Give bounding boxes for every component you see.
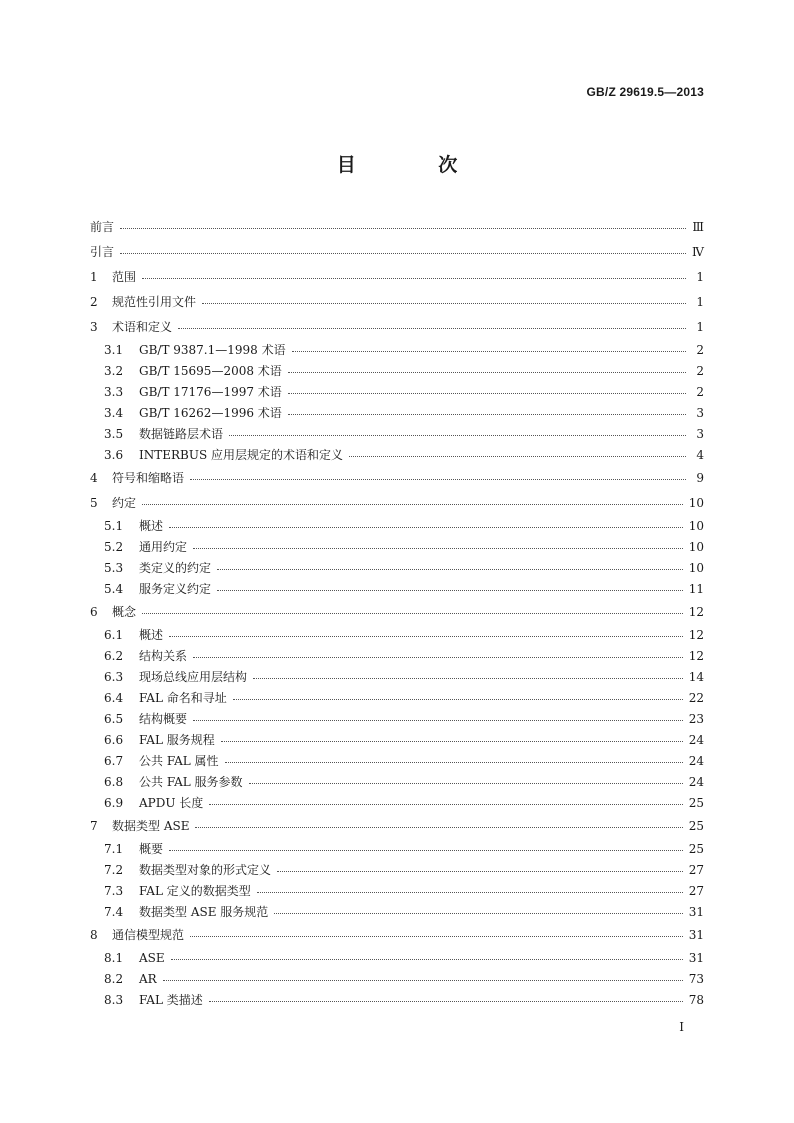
dot-leader [229, 435, 686, 436]
toc-entry-title: 引言 [90, 245, 115, 259]
toc-entry[interactable] [90, 515, 704, 536]
toc-entry[interactable] [90, 490, 704, 515]
toc-entry[interactable] [90, 289, 704, 314]
dot-leader [349, 456, 686, 457]
dot-leader [142, 278, 686, 279]
dot-leader [209, 1001, 683, 1002]
toc-entry-title: 通信模型规范 [112, 928, 185, 942]
toc-entry-title: 数据类型 ASE 服务规范 [139, 905, 269, 919]
dot-leader [209, 804, 682, 805]
toc-entry-title: 结构概要 [139, 712, 188, 726]
toc-entry[interactable] [90, 838, 704, 859]
toc-entry-page: 73 [688, 971, 704, 986]
toc-entry[interactable] [90, 239, 704, 264]
toc-entry-number: 5.2 [104, 539, 124, 554]
standard-number: GB/Z 29619.5—2013 [586, 85, 704, 99]
toc-entry-page: Ⅳ [692, 244, 704, 259]
dot-leader [169, 636, 683, 637]
toc-entry[interactable] [90, 666, 704, 687]
toc-entry-title: GB/T 17176—1997 术语 [139, 385, 282, 399]
toc-entry-number: 3.1 [104, 342, 124, 357]
toc-entry-number: 7 [90, 818, 98, 833]
toc-entry[interactable] [90, 423, 704, 444]
toc-entry-title: 现场总线应用层结构 [139, 670, 248, 684]
toc-entry-number: 7.3 [104, 883, 124, 898]
toc-entry[interactable] [90, 771, 704, 792]
toc-entry-page: 14 [688, 669, 704, 684]
toc-entry-number: 5.3 [104, 560, 124, 575]
toc-entry-title: AR [139, 971, 157, 986]
toc-entry-page: Ⅲ [692, 219, 704, 234]
toc-entry-title: 公共 FAL 属性 [139, 754, 219, 768]
toc-entry-page: 31 [688, 904, 704, 919]
toc-entry-number: 5.1 [104, 518, 124, 533]
toc-entry-page: 27 [688, 862, 704, 877]
toc-entry-number: 7.4 [104, 904, 124, 919]
toc-entry-page: 25 [688, 841, 704, 856]
toc-entry-title: 概述 [139, 519, 164, 533]
toc-entry[interactable] [90, 624, 704, 645]
toc-entry-number: 8.2 [104, 971, 124, 986]
toc-entry[interactable] [90, 402, 704, 423]
toc-entry-number: 6.6 [104, 732, 124, 747]
toc-entry[interactable] [90, 922, 704, 947]
dot-leader [193, 548, 683, 549]
toc-entry-page: 24 [688, 732, 704, 747]
toc-entry[interactable] [90, 729, 704, 750]
toc-entry-title: 数据类型对象的形式定义 [139, 863, 272, 877]
dot-leader [190, 479, 686, 480]
dot-leader [221, 741, 683, 742]
toc-entry[interactable] [90, 989, 704, 1010]
toc-entry-number: 8.3 [104, 992, 124, 1007]
toc-entry-number: 4 [90, 470, 98, 485]
dot-leader [274, 913, 682, 914]
dot-leader [142, 613, 683, 614]
toc-entry-title: GB/T 15695—2008 术语 [139, 364, 282, 378]
toc-entry[interactable] [90, 339, 704, 360]
toc-entry-number: 3.4 [104, 405, 124, 420]
toc-entry-page: 24 [688, 753, 704, 768]
toc-entry-title: APDU 长度 [139, 796, 204, 810]
toc-entry-page: 12 [688, 627, 704, 642]
toc-entry[interactable] [90, 750, 704, 771]
toc-entry-title: 结构关系 [139, 649, 188, 663]
dot-leader [202, 303, 686, 304]
toc-entry-title: FAL 定义的数据类型 [139, 884, 251, 898]
toc-entry-title: 数据链路层术语 [139, 427, 224, 441]
toc-entry-number: 7.2 [104, 862, 124, 877]
dot-leader [190, 936, 683, 937]
toc-entry[interactable] [90, 264, 704, 289]
toc-entry-page: 27 [688, 883, 704, 898]
toc-entry-number: 7.1 [104, 841, 124, 856]
dot-leader [193, 657, 683, 658]
toc-entry[interactable] [90, 578, 704, 599]
dot-leader [217, 590, 683, 591]
dot-leader [142, 504, 683, 505]
toc-entry-number: 6.5 [104, 711, 124, 726]
toc-entry[interactable] [90, 214, 704, 239]
page-folio: I [679, 1020, 684, 1034]
toc-entry[interactable] [90, 813, 704, 838]
toc-entry[interactable] [90, 792, 704, 813]
toc-entry-page: 2 [696, 384, 704, 399]
toc-entry-number: 3.6 [104, 447, 124, 462]
dot-leader [292, 351, 686, 352]
toc-entry-number: 6.7 [104, 753, 124, 768]
toc-entry[interactable] [90, 444, 704, 465]
toc-entry-title: 概要 [139, 842, 164, 856]
toc-entry-page: 25 [688, 818, 704, 833]
dot-leader [169, 527, 683, 528]
toc-entry-number: 8 [90, 927, 98, 942]
toc-entry-title: 符号和缩略语 [112, 471, 185, 485]
toc-entry-title: INTERBUS 应用层规定的术语和定义 [139, 448, 344, 462]
toc-entry-page: 10 [688, 560, 704, 575]
toc-entry-number: 8.1 [104, 950, 124, 965]
dot-leader [257, 892, 683, 893]
toc-entry-title: 术语和定义 [112, 320, 173, 334]
dot-leader [225, 762, 683, 763]
toc-entry-number: 6.3 [104, 669, 124, 684]
table-of-contents [90, 214, 704, 1010]
toc-entry[interactable] [90, 314, 704, 339]
toc-entry-page: 10 [688, 518, 704, 533]
toc-entry-number: 3.5 [104, 426, 124, 441]
toc-entry-page: 1 [696, 294, 704, 309]
toc-entry-page: 23 [688, 711, 704, 726]
dot-leader [217, 569, 683, 570]
dot-leader [193, 720, 683, 721]
dot-leader [169, 850, 683, 851]
toc-entry-title: 服务定义约定 [139, 582, 212, 596]
toc-entry-page: 1 [696, 319, 704, 334]
toc-entry-number: 3.2 [104, 363, 124, 378]
toc-entry[interactable] [90, 708, 704, 729]
toc-entry-title: FAL 类描述 [139, 993, 203, 1007]
toc-entry-title: 公共 FAL 服务参数 [139, 775, 243, 789]
toc-entry-page: 25 [688, 795, 704, 810]
toc-entry-page: 12 [688, 604, 704, 619]
dot-leader [163, 980, 683, 981]
toc-entry-title: FAL 服务规程 [139, 733, 215, 747]
toc-entry-title: GB/T 9387.1—1998 术语 [139, 343, 286, 357]
toc-entry[interactable] [90, 901, 704, 922]
toc-entry-number: 2 [90, 294, 98, 309]
toc-entry[interactable] [90, 557, 704, 578]
toc-entry-page: 10 [688, 495, 704, 510]
toc-entry-page: 9 [696, 470, 704, 485]
toc-entry[interactable] [90, 599, 704, 624]
toc-entry-page: 22 [688, 690, 704, 705]
toc-entry-title: 前言 [90, 220, 115, 234]
dot-leader [249, 783, 683, 784]
toc-entry-page: 4 [696, 447, 704, 462]
toc-entry-number: 6.8 [104, 774, 124, 789]
dot-leader [277, 871, 683, 872]
toc-entry-page: 2 [696, 363, 704, 378]
dot-leader [288, 393, 686, 394]
toc-entry-page: 10 [688, 539, 704, 554]
toc-entry-title: FAL 命名和寻址 [139, 691, 227, 705]
toc-entry-number: 6 [90, 604, 98, 619]
toc-entry-page: 3 [696, 426, 704, 441]
toc-entry-title: 概述 [139, 628, 164, 642]
toc-entry-page: 78 [688, 992, 704, 1007]
dot-leader [178, 328, 686, 329]
toc-entry-title: 约定 [112, 496, 137, 510]
toc-entry-number: 6.2 [104, 648, 124, 663]
toc-entry[interactable] [90, 381, 704, 402]
dot-leader [171, 959, 683, 960]
dot-leader [288, 372, 686, 373]
toc-entry-title: 概念 [112, 605, 137, 619]
page-title: 目 次 [336, 154, 496, 176]
toc-entry-page: 3 [696, 405, 704, 420]
toc-entry-title: 类定义的约定 [139, 561, 212, 575]
toc-entry-number: 6.1 [104, 627, 124, 642]
toc-entry-number: 6.9 [104, 795, 124, 810]
toc-entry-title: 范围 [112, 270, 137, 284]
dot-leader [195, 827, 682, 828]
toc-entry-number: 5 [90, 495, 98, 510]
toc-entry-page: 2 [696, 342, 704, 357]
toc-entry[interactable] [90, 859, 704, 880]
toc-entry-title: ASE [139, 950, 165, 965]
toc-entry-page: 31 [688, 927, 704, 942]
toc-entry-page: 12 [688, 648, 704, 663]
toc-entry-page: 1 [696, 269, 704, 284]
toc-entry[interactable] [90, 360, 704, 381]
toc-entry[interactable] [90, 968, 704, 989]
toc-entry[interactable] [90, 880, 704, 901]
toc-entry-page: 11 [688, 581, 704, 596]
toc-entry-number: 3.3 [104, 384, 124, 399]
toc-entry[interactable] [90, 465, 704, 490]
toc-entry-title: 数据类型 ASE [112, 819, 190, 833]
dot-leader [120, 253, 686, 254]
toc-entry[interactable] [90, 536, 704, 557]
toc-entry-number: 5.4 [104, 581, 124, 596]
toc-entry-number: 1 [90, 269, 98, 284]
dot-leader [288, 414, 686, 415]
toc-entry[interactable] [90, 947, 704, 968]
dot-leader [253, 678, 683, 679]
toc-entry-title: GB/T 16262—1996 术语 [139, 406, 282, 420]
toc-entry-page: 31 [688, 950, 704, 965]
toc-entry-number: 3 [90, 319, 98, 334]
toc-entry[interactable] [90, 645, 704, 666]
toc-entry[interactable] [90, 687, 704, 708]
toc-entry-title: 规范性引用文件 [112, 295, 197, 309]
toc-entry-number: 6.4 [104, 690, 124, 705]
dot-leader [233, 699, 683, 700]
toc-entry-title: 通用约定 [139, 540, 188, 554]
toc-entry-page: 24 [688, 774, 704, 789]
dot-leader [120, 228, 686, 229]
